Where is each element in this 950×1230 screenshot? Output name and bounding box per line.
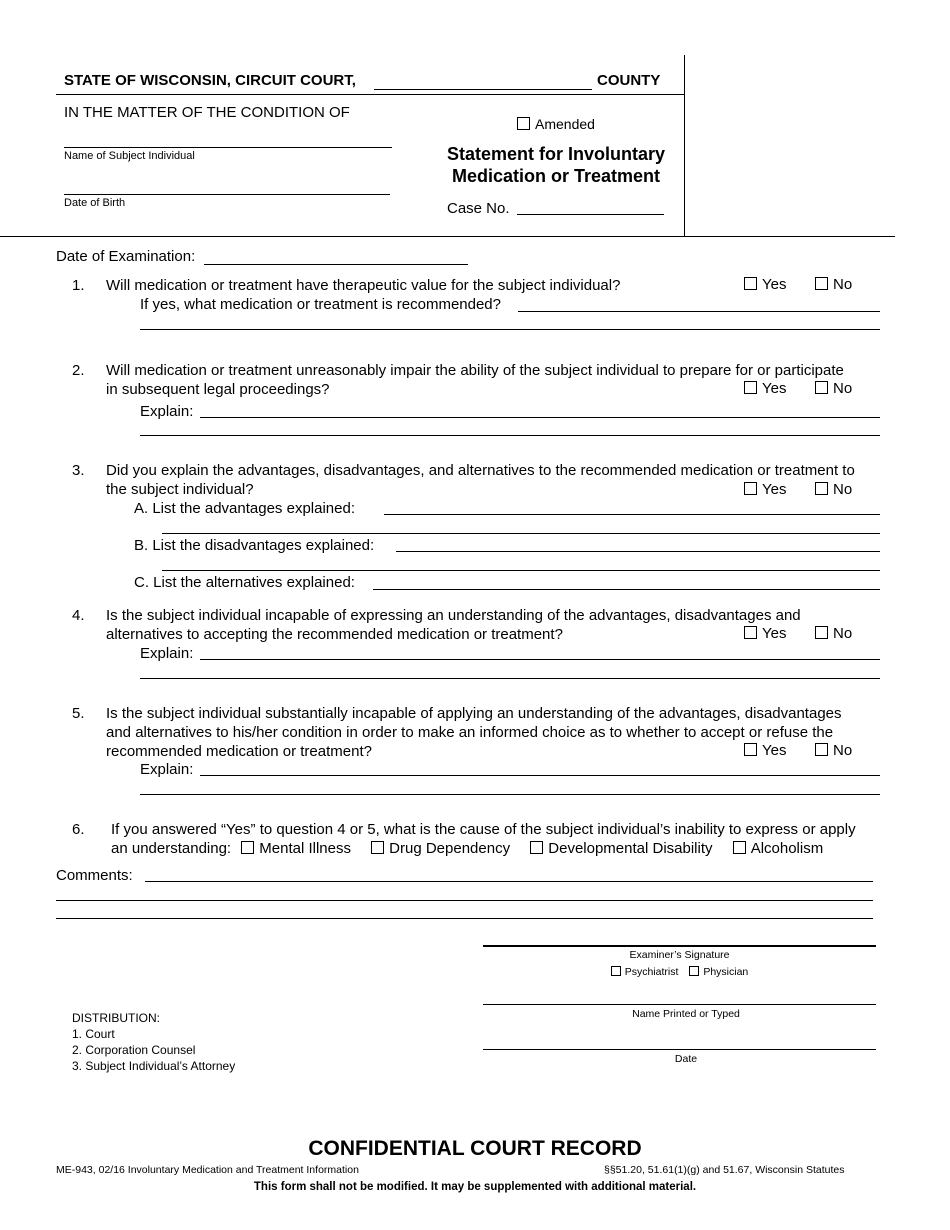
distribution-item: 1. Court — [72, 1027, 115, 1041]
amended-option[interactable] — [517, 116, 595, 132]
q3-number: 3. — [72, 462, 85, 479]
distribution-title: DISTRIBUTION: — [72, 1011, 161, 1025]
q3-advantages-label: A. List the advantages explained: — [134, 500, 355, 517]
q5-explain-line-2[interactable] — [140, 794, 880, 795]
q4-line2: alternatives to accepting the recommended medication or treatment? — [106, 626, 563, 643]
q1-answer-line-2[interactable] — [140, 329, 880, 330]
q2-no-checkbox[interactable] — [815, 381, 828, 394]
q3-yes-label: Yes — [762, 481, 787, 498]
q3-advantages-line-2[interactable] — [162, 533, 880, 534]
q1-no-label: No — [833, 276, 853, 293]
q5-line3: recommended medication or treatment? — [106, 743, 372, 760]
q5-explain-label: Explain: — [140, 761, 194, 778]
drug-dependency-checkbox[interactable] — [371, 841, 384, 854]
q2-line1: Will medication or treatment unreasonably impair the ability of the subject individual to prepare for or participate — [106, 362, 844, 379]
form-title-line1: Statement for Involuntary — [446, 144, 666, 164]
q2-yes-label: Yes — [762, 380, 787, 397]
comments-line-3[interactable] — [56, 918, 873, 919]
q1-yes-label: Yes — [762, 276, 787, 293]
q1-sub-text: If yes, what medication or treatment is recommended? — [140, 296, 501, 313]
q2-line2: in subsequent legal proceedings? — [106, 381, 330, 398]
form-id: ME-943, 02/16 Involuntary Medication and Treatment Information — [56, 1164, 359, 1176]
header-rule — [56, 94, 684, 95]
q5-line2: and alternatives to his/her condition in order to make an informed choice as to whether to accept or refuse the — [106, 724, 834, 741]
q2-explain-line-2[interactable] — [140, 435, 880, 436]
psychiatrist-option[interactable] — [611, 966, 679, 978]
q5-no[interactable] — [815, 742, 852, 759]
psychiatrist-label: Psychiatrist — [624, 966, 679, 978]
q3-disadvantages-label: B. List the disadvantages explained: — [134, 537, 375, 554]
physician-label: Physician — [703, 966, 749, 978]
q5-yes-label: Yes — [762, 742, 787, 759]
subject-name-label: Name of Subject Individual — [64, 150, 195, 162]
q6-line1: If you answered “Yes” to question 4 or 5, what is the cause of the subject individual’s inability to express or apply — [111, 821, 856, 838]
q1-no-checkbox[interactable] — [815, 277, 828, 290]
q1-yes[interactable] — [744, 276, 786, 293]
form-title-line2: Medication or Treatment — [451, 166, 661, 186]
q1-text: Will medication or treatment have therapeutic value for the subject individual? — [106, 277, 621, 294]
q3-line2: the subject individual? — [106, 481, 254, 498]
comments-line-2[interactable] — [56, 900, 873, 901]
q1-answer-line-1[interactable] — [518, 311, 880, 312]
q2-yes-checkbox[interactable] — [744, 381, 757, 394]
subject-name-field[interactable] — [64, 147, 392, 148]
case-no-field[interactable] — [517, 214, 664, 215]
q4-line1: Is the subject individual incapable of expressing an understanding of the advantages, disadvantages and — [106, 607, 801, 624]
distribution-item: 2. Corporation Counsel — [72, 1043, 196, 1057]
physician-option[interactable] — [689, 966, 748, 978]
q4-no[interactable] — [815, 625, 852, 642]
q3-yes-checkbox[interactable] — [744, 482, 757, 495]
date-signed-line[interactable] — [483, 1049, 876, 1050]
q3-disadvantages-line-2[interactable] — [162, 570, 880, 571]
q4-no-checkbox[interactable] — [815, 626, 828, 639]
dob-label: Date of Birth — [64, 197, 126, 209]
developmental-disability-checkbox[interactable] — [530, 841, 543, 854]
q4-explain-line-1[interactable] — [200, 659, 880, 660]
q5-no-label: No — [833, 742, 853, 759]
q2-explain-line-1[interactable] — [200, 417, 880, 418]
alcoholism-label: Alcoholism — [750, 840, 824, 857]
q3-disadvantages-line-1[interactable] — [396, 551, 880, 552]
q3-alternatives-label: C. List the alternatives explained: — [134, 574, 355, 591]
q2-number: 2. — [72, 362, 85, 379]
q3-alternatives-line[interactable] — [373, 589, 880, 590]
q3-yes[interactable] — [744, 481, 786, 498]
name-printed-label: Name Printed or Typed — [632, 1008, 740, 1020]
date-of-exam-field[interactable] — [204, 264, 468, 265]
q4-number: 4. — [72, 607, 85, 624]
confidential-heading: CONFIDENTIAL COURT RECORD — [308, 1137, 642, 1160]
q6-option-drug-dependency[interactable] — [371, 840, 510, 857]
q3-no[interactable] — [815, 481, 852, 498]
q2-no-label: No — [833, 380, 853, 397]
q5-line1: Is the subject individual substantially incapable of applying an understanding of the advantages, disadvantages — [106, 705, 842, 722]
q5-no-checkbox[interactable] — [815, 743, 828, 756]
psychiatrist-checkbox[interactable] — [611, 966, 621, 976]
examiner-signature-label: Examiner’s Signature — [629, 949, 730, 961]
q5-number: 5. — [72, 705, 85, 722]
q6-option-mental-illness[interactable] — [241, 840, 351, 857]
comments-label: Comments: — [56, 867, 133, 884]
developmental-disability-label: Developmental Disability — [548, 840, 713, 857]
examiner-signature-line[interactable] — [483, 945, 876, 947]
q4-yes-checkbox[interactable] — [744, 626, 757, 639]
court-label: STATE OF WISCONSIN, CIRCUIT COURT, — [64, 72, 356, 89]
examiner-type-options — [483, 966, 876, 978]
comments-line-1[interactable] — [145, 881, 873, 882]
q3-no-checkbox[interactable] — [815, 482, 828, 495]
q6-lead: an understanding: — [111, 840, 232, 857]
q3-line1: Did you explain the advantages, disadvantages, and alternatives to the recommended medication or treatment to — [106, 462, 855, 479]
statutes-reference: §§51.20, 51.61(1)(g) and 51.67, Wisconsin Statutes — [604, 1164, 845, 1176]
q4-explain-line-2[interactable] — [140, 678, 880, 679]
q1-yes-checkbox[interactable] — [744, 277, 757, 290]
amended-checkbox[interactable] — [517, 117, 530, 130]
q2-yes[interactable] — [744, 380, 786, 397]
mental-illness-checkbox[interactable] — [241, 841, 254, 854]
q6-options-row — [111, 839, 823, 858]
dob-field[interactable] — [64, 194, 390, 195]
distribution-item: 3. Subject Individual’s Attorney — [72, 1059, 236, 1073]
date-of-exam-label: Date of Examination: — [56, 248, 196, 265]
q5-explain-line-1[interactable] — [200, 775, 880, 776]
q5-yes[interactable] — [744, 742, 786, 759]
q5-yes-checkbox[interactable] — [744, 743, 757, 756]
q6-option-alcoholism[interactable] — [733, 840, 824, 857]
q3-advantages-line-1[interactable] — [384, 514, 880, 515]
matter-of-label: IN THE MATTER OF THE CONDITION OF — [64, 104, 350, 121]
county-field[interactable] — [374, 89, 592, 90]
amended-label: Amended — [535, 116, 595, 132]
date-signed-label: Date — [674, 1053, 698, 1065]
county-label: COUNTY — [597, 72, 661, 89]
distribution-block — [72, 1010, 235, 1074]
mental-illness-label: Mental Illness — [259, 840, 351, 857]
q4-yes[interactable] — [744, 625, 786, 642]
q3-no-label: No — [833, 481, 853, 498]
modification-notice: This form shall not be modified. It may be supplemented with additional material. — [253, 1181, 697, 1193]
form-title — [426, 143, 686, 187]
physician-checkbox[interactable] — [689, 966, 699, 976]
header-bottom-rule — [0, 236, 895, 237]
q4-explain-label: Explain: — [140, 645, 194, 662]
case-no-label: Case No. — [447, 200, 510, 217]
q4-yes-label: Yes — [762, 625, 787, 642]
q6-option-developmental-disability[interactable] — [530, 840, 712, 857]
q1-no[interactable] — [815, 276, 852, 293]
q2-explain-label: Explain: — [140, 403, 194, 420]
name-printed-line[interactable] — [483, 1004, 876, 1005]
q6-number: 6. — [72, 821, 85, 838]
alcoholism-checkbox[interactable] — [733, 841, 746, 854]
q2-no[interactable] — [815, 380, 852, 397]
drug-dependency-label: Drug Dependency — [389, 840, 511, 857]
q4-no-label: No — [833, 625, 853, 642]
q1-number: 1. — [72, 277, 85, 294]
